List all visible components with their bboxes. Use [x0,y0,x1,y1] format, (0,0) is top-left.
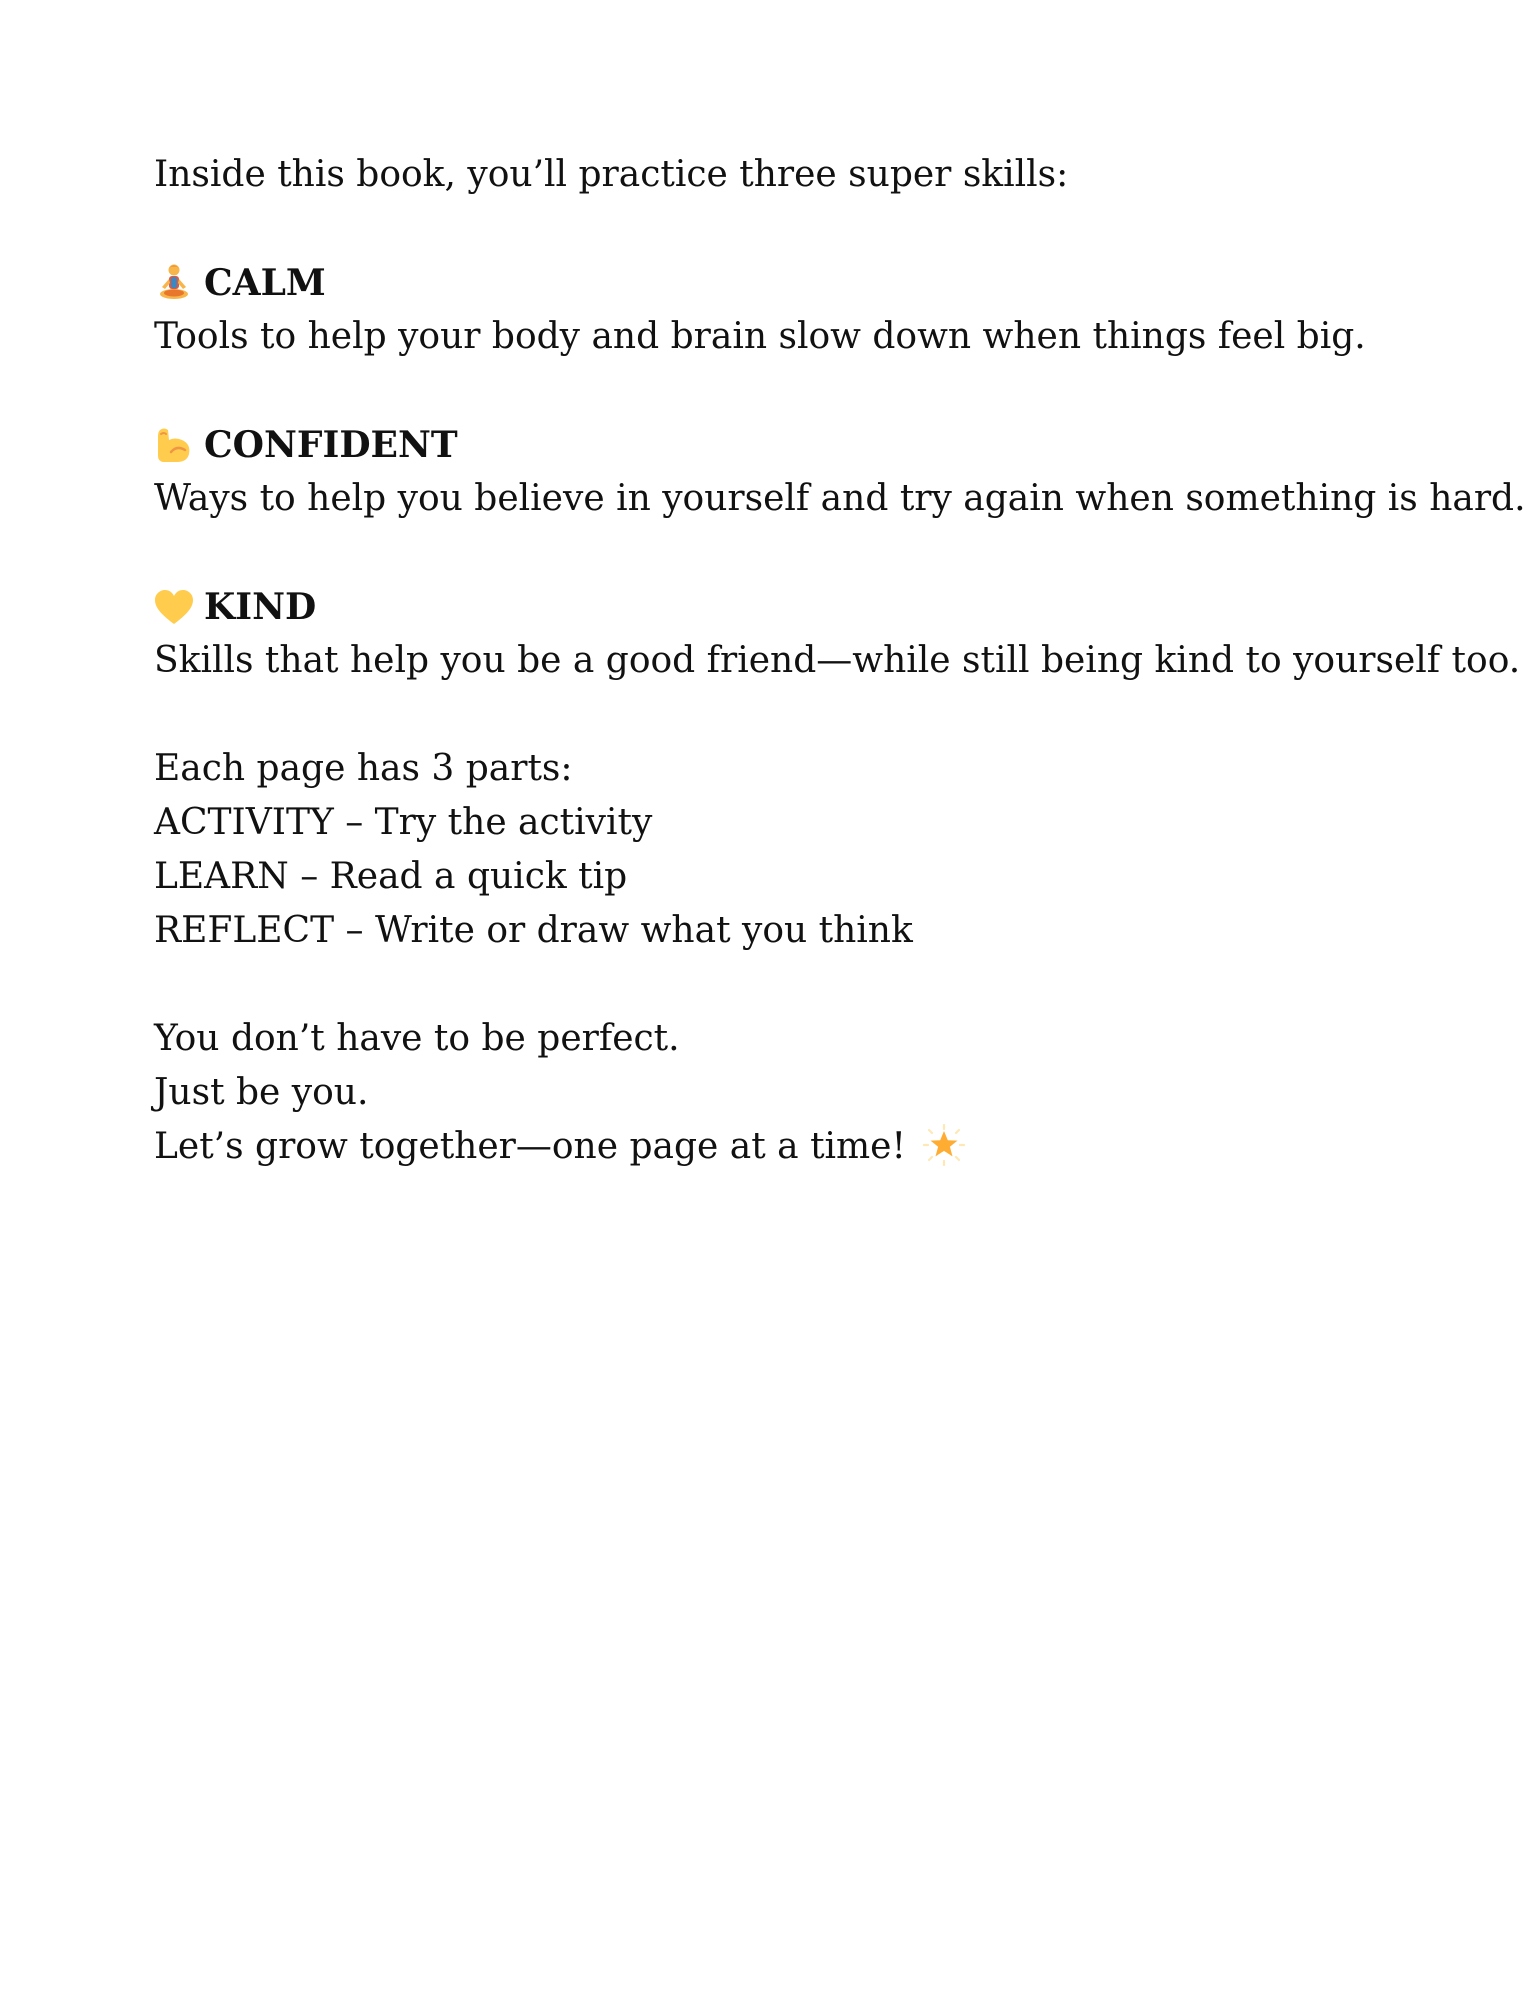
parts-heading: Each page has 3 parts: [154,748,573,789]
flexed-biceps-icon [154,425,194,465]
parts-item-activity: ACTIVITY – Try the activity [154,802,653,843]
parts-item-learn: LEARN – Read a quick tip [154,856,628,897]
skill-title-calm: CALM [204,262,326,304]
skill-description-kind: Skills that help you be a good friend—while still being kind to yourself too. [154,640,1521,681]
skill-description-calm: Tools to help your body and brain slow down when things feel big. [154,316,1366,357]
closing-line-3: Let’s grow together—one page at a time! [154,1126,906,1167]
skill-title-confident: CONFIDENT [204,424,458,466]
yellow-heart-icon [154,587,194,627]
skill-description-confident: Ways to help you believe in yourself and try again when something is hard. [154,478,1526,519]
closing-line-1: You don’t have to be perfect. [154,1018,680,1059]
spacer [154,688,1484,742]
skill-heading-kind [154,580,1484,634]
page-content [154,148,1526,1174]
meditating-person-icon [154,263,194,303]
spacer [154,202,1484,256]
skill-title-kind: KIND [204,586,317,628]
spacer [154,364,1484,418]
intro-text: Inside this book, you’ll practice three super skills: [154,154,1069,195]
skill-heading-confident [154,418,1484,472]
spacer [154,526,1484,580]
closing-line-3-container [154,1120,1484,1174]
skill-heading-calm [154,256,1484,310]
glowing-star-icon [923,1124,965,1166]
closing-line-2: Just be you. [154,1072,369,1113]
parts-item-reflect: REFLECT – Write or draw what you think [154,910,913,951]
spacer [154,958,1484,1012]
